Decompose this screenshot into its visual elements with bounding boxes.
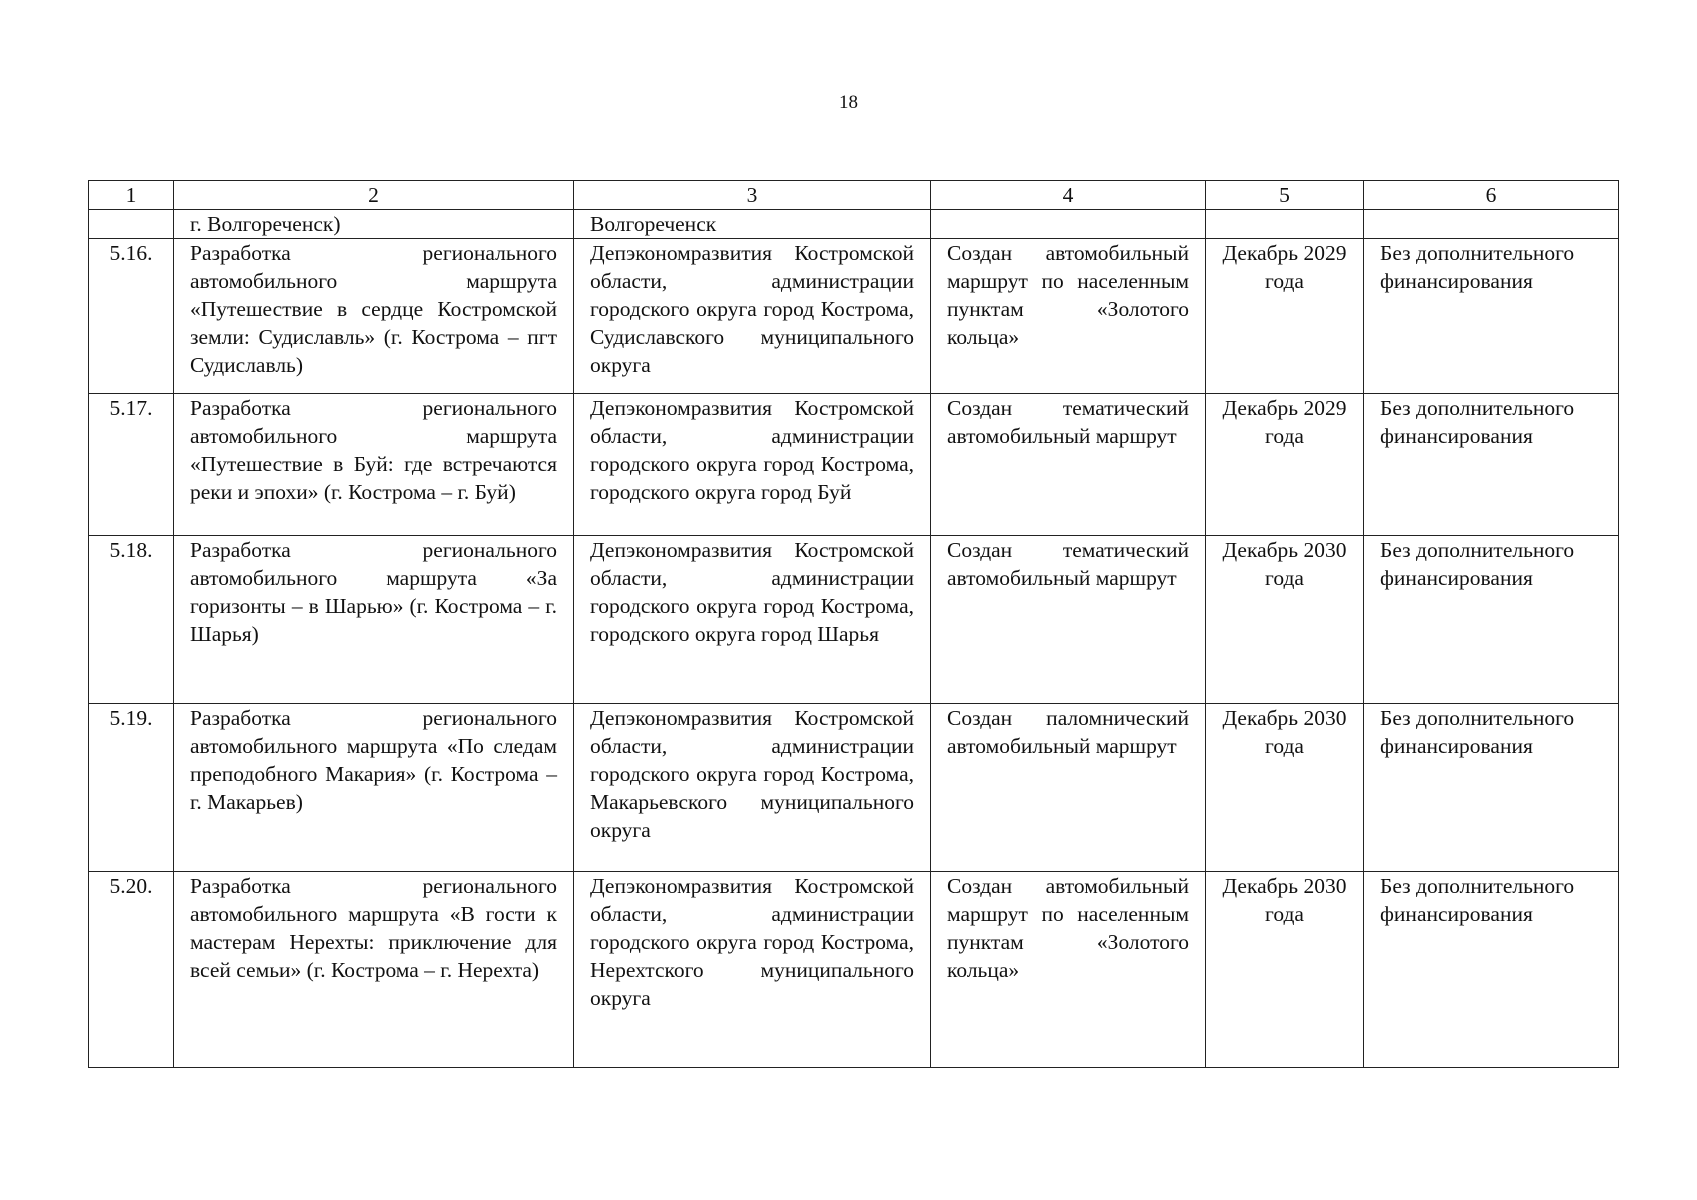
result-cell: Создан автомобильный маршрут по населенным пунктам «Золотого кольца» bbox=[931, 872, 1206, 1068]
row-number-cell: 5.20. bbox=[89, 872, 174, 1068]
responsible-cell: Волгореченск bbox=[574, 210, 931, 239]
measure-cell: Разработка регионального автомобильного маршрута «В гости к мастерам Нерехты: приключение для всей семьи» (г. Кострома – г. Нерехта) bbox=[174, 872, 574, 1068]
responsible-cell: Депэкономразвития Костромской области, администрации городского округа город Кострома, городского округа город Буй bbox=[574, 394, 931, 536]
column-number-cell: 3 bbox=[574, 181, 931, 210]
row-number-cell bbox=[89, 210, 174, 239]
row-number-cell: 5.19. bbox=[89, 704, 174, 872]
responsible-cell: Депэкономразвития Костромской области, администрации городского округа город Кострома, Макарьевского муниципального округа bbox=[574, 704, 931, 872]
deadline-cell: Декабрь 2030 года bbox=[1206, 536, 1364, 704]
column-number-cell: 4 bbox=[931, 181, 1206, 210]
deadline-cell: Декабрь 2029 года bbox=[1206, 394, 1364, 536]
column-number-cell: 2 bbox=[174, 181, 574, 210]
financing-cell: Без дополнительного финансирования bbox=[1364, 704, 1619, 872]
responsible-cell: Депэкономразвития Костромской области, администрации городского округа город Кострома, Нерехтского муниципального округа bbox=[574, 872, 931, 1068]
row-number-cell: 5.16. bbox=[89, 239, 174, 394]
column-number-cell: 5 bbox=[1206, 181, 1364, 210]
result-cell: Создан автомобильный маршрут по населенным пунктам «Золотого кольца» bbox=[931, 239, 1206, 394]
continuation-row bbox=[89, 210, 1619, 239]
financing-cell: Без дополнительного финансирования bbox=[1364, 872, 1619, 1068]
column-number-cell: 1 bbox=[89, 181, 174, 210]
row-number-cell: 5.17. bbox=[89, 394, 174, 536]
column-number-row bbox=[89, 181, 1619, 210]
column-number-cell: 6 bbox=[1364, 181, 1619, 210]
result-cell: Создан тематический автомобильный маршрут bbox=[931, 536, 1206, 704]
deadline-cell: Декабрь 2029 года bbox=[1206, 239, 1364, 394]
row-number-cell: 5.18. bbox=[89, 536, 174, 704]
deadline-cell: Декабрь 2030 года bbox=[1206, 872, 1364, 1068]
table-row bbox=[89, 872, 1619, 1068]
financing-cell bbox=[1364, 210, 1619, 239]
measure-cell: Разработка регионального автомобильного маршрута «По следам преподобного Макария» (г. Кострома – г. Макарьев) bbox=[174, 704, 574, 872]
responsible-cell: Депэкономразвития Костромской области, администрации городского округа город Кострома, городского округа город Шарья bbox=[574, 536, 931, 704]
result-cell: Создан тематический автомобильный маршрут bbox=[931, 394, 1206, 536]
responsible-cell: Депэкономразвития Костромской области, администрации городского округа город Кострома, Судиславского муниципального округа bbox=[574, 239, 931, 394]
table-row bbox=[89, 536, 1619, 704]
measure-cell: Разработка регионального автомобильного маршрута «Путешествие в сердце Костромской земли: Судиславль» (г. Кострома – пгт Судиславль) bbox=[174, 239, 574, 394]
result-cell bbox=[931, 210, 1206, 239]
table-row bbox=[89, 239, 1619, 394]
financing-cell: Без дополнительного финансирования bbox=[1364, 239, 1619, 394]
measure-cell: Разработка регионального автомобильного маршрута «За горизонты – в Шарью» (г. Кострома – г. Шарья) bbox=[174, 536, 574, 704]
measure-cell: г. Волгореченск) bbox=[174, 210, 574, 239]
deadline-cell: Декабрь 2030 года bbox=[1206, 704, 1364, 872]
table-row bbox=[89, 394, 1619, 536]
deadline-cell bbox=[1206, 210, 1364, 239]
financing-cell: Без дополнительного финансирования bbox=[1364, 536, 1619, 704]
measure-cell: Разработка регионального автомобильного маршрута «Путешествие в Буй: где встречаются реки и эпохи» (г. Кострома – г. Буй) bbox=[174, 394, 574, 536]
page-number: 18 bbox=[839, 92, 858, 113]
result-cell: Создан паломнический автомобильный маршрут bbox=[931, 704, 1206, 872]
financing-cell: Без дополнительного финансирования bbox=[1364, 394, 1619, 536]
measures-table bbox=[88, 180, 1619, 1068]
table-row bbox=[89, 704, 1619, 872]
